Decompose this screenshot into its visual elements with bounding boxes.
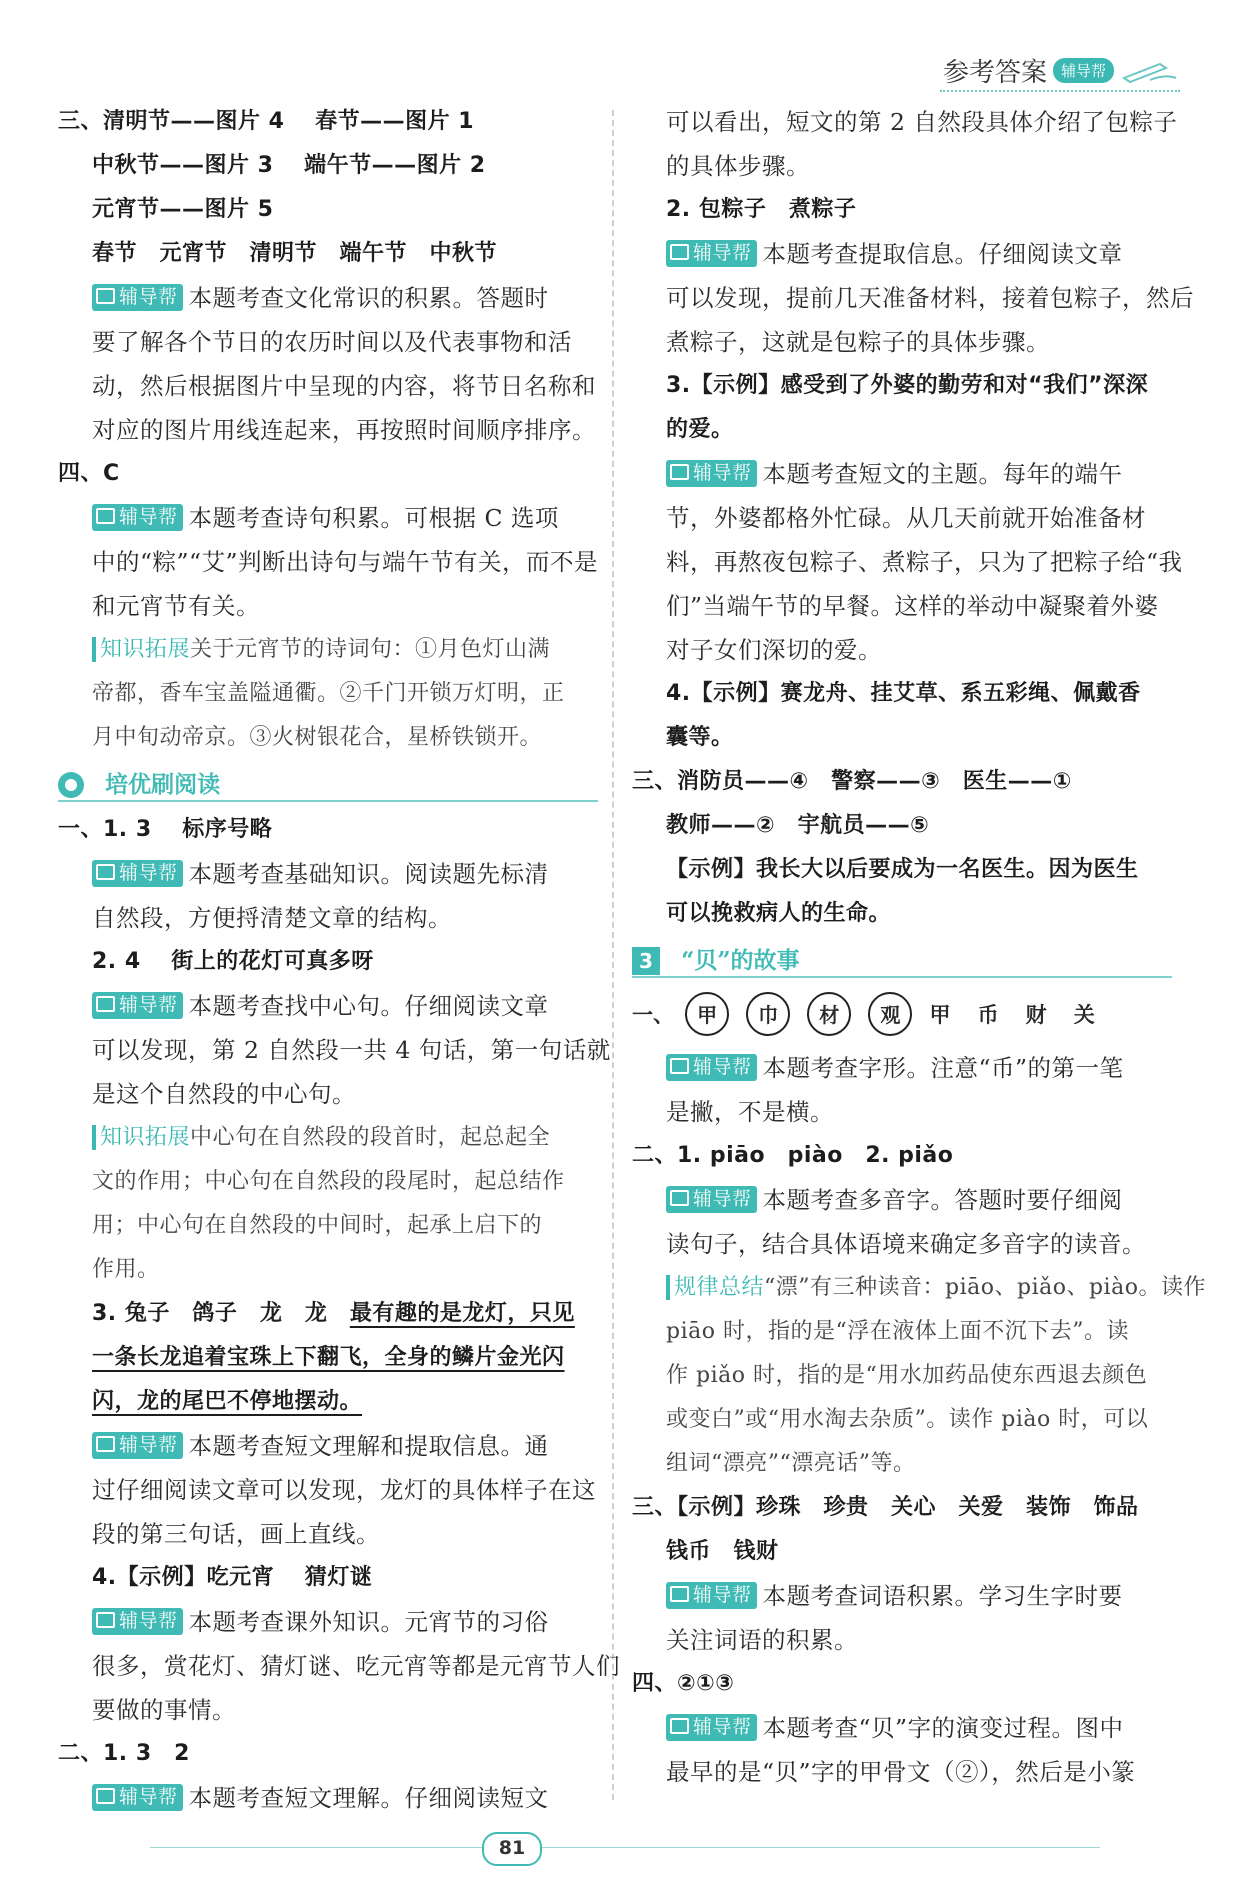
pencil-icon (1120, 58, 1180, 84)
circled-char: 甲 (685, 992, 729, 1036)
help-tag: 辅导帮 (92, 1432, 183, 1459)
help-line: 节，外婆都格外忙碌。从几天前就开始准备材 (666, 504, 1146, 532)
help-line: 辅导帮 本题考查短文理解。仔细阅读短文 (58, 1776, 598, 1820)
section-title: 培优刷阅读 (105, 770, 221, 798)
answer-line: 二、1. piāo piào 2. piǎo (632, 1143, 954, 1168)
help-line: 是这个自然段的中心句。 (92, 1080, 356, 1108)
answer-line: 4.【示例】赛龙舟、挂艾草、系五彩绳、佩戴香 (666, 681, 1141, 706)
book-icon (670, 464, 689, 480)
help-line: 辅导帮 本题考查短文的主题。每年的端午 (632, 452, 1172, 496)
book-icon (670, 244, 689, 260)
plain-char: 甲 (929, 1003, 951, 1027)
knowledge-line: 知识拓展中心句在自然段的段首时，起总起全 (58, 1116, 598, 1160)
section-number: 3 (632, 947, 660, 975)
header-title: 参考答案 (942, 58, 1047, 88)
help-line: 的具体步骤。 (666, 152, 810, 180)
help-line: 对应的图片用线连起来，再按照时间顺序排序。 (92, 416, 596, 444)
book-icon (96, 508, 115, 524)
help-line: 辅导帮 本题考查“贝”字的演变过程。图中 (632, 1706, 1172, 1750)
help-tag: 辅导帮 (92, 992, 183, 1019)
header-rule (940, 90, 1180, 92)
help-line: 要了解各个节日的农历时间以及代表事物和活 (92, 328, 572, 356)
rule-tag: 规律总结 (666, 1275, 764, 1300)
help-line: 关注词语的积累。 (666, 1626, 858, 1654)
section-header (58, 762, 598, 806)
help-line: 辅导帮 本题考查文化常识的积累。答题时 (58, 276, 598, 320)
footer-rule (150, 1847, 1100, 1848)
section-header (632, 938, 1172, 982)
knowledge-line: 月中旬动帝京。③火树银花合，星桥铁锁开。 (92, 725, 543, 750)
plain-char: 币 (977, 1003, 999, 1027)
rule-line: 组词“漂亮”“漂亮话”等。 (666, 1451, 916, 1476)
help-line: 辅导帮 本题考查找中心句。仔细阅读文章 (58, 984, 598, 1028)
answer-line: 一条长龙追着宝珠上下翻飞，全身的鳞片金光闪 (92, 1345, 565, 1370)
help-line: 煮粽子，这就是包粽子的具体步骤。 (666, 328, 1050, 356)
help-line: 辅导帮 本题考查字形。注意“币”的第一笔 (632, 1046, 1172, 1090)
book-icon (96, 864, 115, 880)
answer-line: 四、C (58, 461, 120, 486)
answer-line: 闪，龙的尾巴不停地摆动。 (92, 1389, 363, 1414)
help-line: 过仔细阅读文章可以发现，龙灯的具体样子在这 (92, 1476, 596, 1504)
column-divider (612, 110, 614, 1800)
help-tag: 辅导帮 (666, 1186, 757, 1213)
answer-line: 的爱。 (666, 417, 734, 442)
book-icon (96, 288, 115, 304)
knowledge-line: 作用。 (92, 1257, 160, 1282)
circled-char: 材 (807, 992, 851, 1036)
help-tag: 辅导帮 (666, 1582, 757, 1609)
section-title: “贝”的故事 (681, 946, 800, 974)
flower-icon (58, 772, 84, 798)
book-icon (670, 1190, 689, 1206)
help-tag: 辅导帮 (92, 1608, 183, 1635)
section-rule (58, 800, 598, 802)
help-line: 中的“粽”“艾”判断出诗句与端午节有关，而不是 (92, 548, 599, 576)
answer-line: 春节 元宵节 清明节 端午节 中秋节 (92, 241, 498, 266)
help-tag: 辅导帮 (666, 1714, 757, 1741)
help-line: 辅导帮 本题考查提取信息。仔细阅读文章 (632, 232, 1172, 276)
help-line: 料，再熬夜包粽子、煮粽子，只为了把粽子给“我 (666, 548, 1183, 576)
help-line: 辅导帮 本题考查词语积累。学习生字时要 (632, 1574, 1172, 1618)
header-badge: 辅导帮 (1053, 58, 1114, 83)
book-icon (670, 1586, 689, 1602)
knowledge-line: 知识拓展关于元宵节的诗词句：①月色灯山满 (58, 628, 598, 672)
rule-line: piāo 时，指的是“浮在液体上面不沉下去”。读 (666, 1319, 1129, 1344)
book-icon (96, 1436, 115, 1452)
rule-line: 作 piǎo 时，指的是“用水加药品使东西退去颜色 (666, 1363, 1148, 1388)
help-line: 很多，赏花灯、猜灯谜、吃元宵等都是元宵节人们 (92, 1652, 620, 1680)
help-line: 辅导帮 本题考查多音字。答题时要仔细阅 (632, 1178, 1172, 1222)
help-tag: 辅导帮 (92, 504, 183, 531)
help-line: 辅导帮 本题考查短文理解和提取信息。通 (58, 1424, 598, 1468)
answer-line: 2. 4 街上的花灯可真多呀 (92, 949, 374, 974)
knowledge-line: 用；中心句在自然段的中间时，起承上启下的 (92, 1213, 543, 1238)
answer-line: 一、1. 3 标序号略 (58, 817, 273, 842)
page-header (943, 52, 1180, 89)
help-line: 可以发现，第 2 自然段一共 4 句话，第一句话就 (92, 1036, 611, 1064)
answer-line: 2. 包粽子 煮粽子 (666, 197, 857, 222)
help-tag: 辅导帮 (666, 1054, 757, 1081)
rule-line: 或变白”或“用水淘去杂质”。读作 piào 时，可以 (666, 1407, 1149, 1432)
answer-line: 四、②①③ (632, 1671, 735, 1696)
help-line: 自然段，方便捋清楚文章的结构。 (92, 904, 452, 932)
right-column (632, 100, 1206, 1794)
knowledge-tag: 知识拓展 (92, 637, 190, 662)
plain-char: 财 (1025, 1003, 1047, 1027)
answer-line: 二、1. 3 2 (58, 1741, 190, 1766)
knowledge-line: 文的作用；中心句在自然段的段尾时，起总结作 (92, 1169, 565, 1194)
help-line: 要做的事情。 (92, 1696, 236, 1724)
help-tag: 辅导帮 (92, 284, 183, 311)
answer-line: 元宵节——图片 5 (92, 197, 274, 222)
answer-line: 【示例】我长大以后要成为一名医生。因为医生 (666, 857, 1139, 882)
rule-line: 规律总结“漂”有三种读音：piāo、piǎo、piào。读作 (632, 1266, 1172, 1310)
help-line: 辅导帮 本题考查课外知识。元宵节的习俗 (58, 1600, 598, 1644)
book-icon (670, 1718, 689, 1734)
page-number: 81 (482, 1832, 542, 1866)
answer-line: 三、【示例】珍珠 珍贵 关心 关爱 装饰 饰品 (632, 1495, 1139, 1520)
help-line: 是撇，不是横。 (666, 1098, 834, 1126)
section-rule (632, 976, 1172, 978)
answer-line: 3.【示例】感受到了外婆的勤劳和对“我们”深深 (666, 373, 1149, 398)
answer-line: 可以挽救病人的生命。 (666, 901, 892, 926)
answer-line: 4.【示例】吃元宵 猜灯谜 (92, 1565, 373, 1590)
answer-prefix: 一、 (632, 1003, 674, 1027)
answer-line: 教师——② 宇航员——⑤ (666, 813, 930, 838)
help-tag: 辅导帮 (666, 240, 757, 267)
answer-line: 钱币 钱财 (666, 1539, 779, 1564)
plain-char: 关 (1073, 1003, 1095, 1027)
help-line: 最早的是“贝”字的甲骨文（②），然后是小篆 (666, 1758, 1136, 1786)
book-icon (96, 1612, 115, 1628)
book-icon (96, 1788, 115, 1804)
help-tag: 辅导帮 (92, 1784, 183, 1811)
help-tag: 辅导帮 (92, 860, 183, 887)
answer-row (632, 984, 1172, 1046)
answer-line: 3. 兔子 鸽子 龙 龙 最有趣的是龙灯，只见 (92, 1301, 575, 1326)
help-line: 辅导帮 本题考查诗句积累。可根据 C 选项 (58, 496, 598, 540)
circled-char: 巾 (746, 992, 790, 1036)
help-line: 段的第三句话，画上直线。 (92, 1520, 380, 1548)
left-column (58, 100, 620, 1820)
circled-char: 观 (868, 992, 912, 1036)
help-line: 读句子，结合具体语境来确定多音字的读音。 (666, 1230, 1146, 1258)
book-icon (670, 1058, 689, 1074)
help-line: 可以看出，短文的第 2 自然段具体介绍了包粽子 (666, 108, 1178, 136)
help-line: 和元宵节有关。 (92, 592, 260, 620)
help-line: 对子女们深切的爱。 (666, 636, 882, 664)
help-line: 辅导帮 本题考查基础知识。阅读题先标清 (58, 852, 598, 896)
help-line: 可以发现，提前几天准备材料，接着包粽子，然后 (666, 284, 1194, 312)
help-tag: 辅导帮 (666, 460, 757, 487)
book-icon (96, 996, 115, 1012)
answer-line: 三、消防员——④ 警察——③ 医生——① (632, 769, 1072, 794)
help-line: 动，然后根据图片中呈现的内容，将节日名称和 (92, 372, 596, 400)
answer-line: 囊等。 (666, 725, 734, 750)
knowledge-line: 帝都，香车宝盖隘通衢。②千门开锁万灯明，正 (92, 681, 565, 706)
help-line: 们”当端午节的早餐。这样的举动中凝聚着外婆 (666, 592, 1159, 620)
answer-line: 中秋节——图片 3 端午节——图片 2 (92, 153, 486, 178)
answer-line: 三、清明节——图片 4 春节——图片 1 (58, 109, 475, 134)
knowledge-tag: 知识拓展 (92, 1125, 190, 1150)
